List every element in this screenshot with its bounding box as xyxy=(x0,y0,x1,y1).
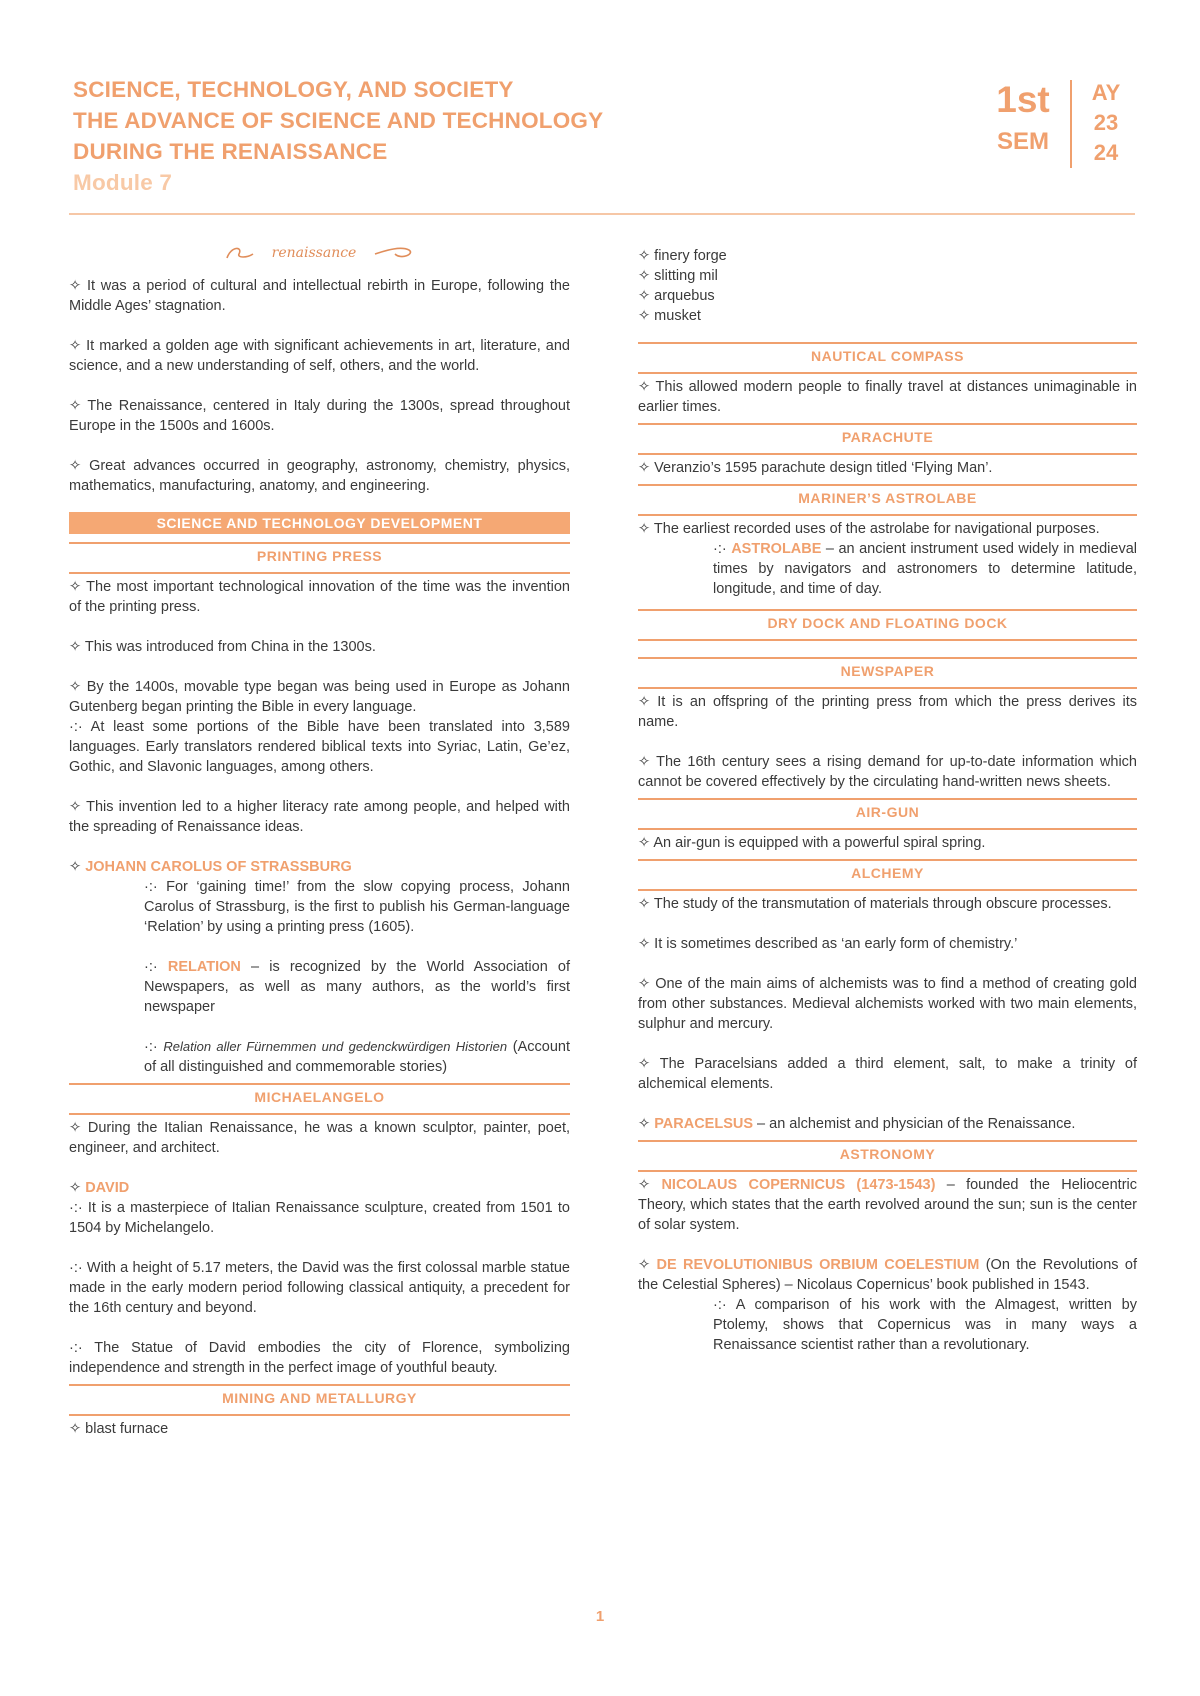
paracelsus-text: – an alchemist and physician of the Renaissance. xyxy=(753,1116,1076,1132)
bullet-marker: ✧ xyxy=(638,1177,662,1193)
book-point xyxy=(638,1255,1137,1295)
david-name: DAVID xyxy=(85,1180,130,1196)
johann-subpoint: ·:· For ‘gaining time!’ from the slow copying process, Johann Carolus of Strassburg, is the first to publish his German-language ‘Relation’ by using a printing press (1605). xyxy=(144,879,570,935)
ay-year-start: 23 xyxy=(1093,110,1119,135)
ay-label: AY xyxy=(1091,80,1121,105)
relation-name: RELATION xyxy=(167,959,241,975)
section-title-printing-press: PRINTING PRESS xyxy=(69,542,570,574)
page-number: 1 xyxy=(595,1608,605,1625)
relation-title-translation: (Account of all distinguished and commemorable stories) xyxy=(144,1039,571,1075)
section-title-airgun: AIR-GUN xyxy=(638,798,1137,830)
airgun-point-1: ✧ An air-gun is equipped with a powerful spiral spring. xyxy=(638,835,986,851)
renaissance-script-title xyxy=(69,242,570,272)
module-title-line-1: THE ADVANCE OF SCIENCE AND TECHNOLOGY xyxy=(73,108,604,133)
mining-item-2: ✧ finery forge xyxy=(638,248,727,264)
intro-point-3: ✧ The Renaissance, centered in Italy during the 1300s, spread throughout Europe in the 1500s and 1600s. xyxy=(69,398,570,434)
parachute-point-1: ✧ Veranzio’s 1595 parachute design titled ‘Flying Man’. xyxy=(638,460,993,476)
relation-text: – is recognized by the World Association of Newspapers, as well as many authors, as the world’s first newspaper xyxy=(144,959,571,1015)
module-title-line-2: DURING THE RENAISSANCE xyxy=(73,139,388,164)
course-title: SCIENCE, TECHNOLOGY, AND SOCIETY xyxy=(73,77,514,102)
david-heading xyxy=(69,1178,570,1198)
section-title-parachute: PARACHUTE xyxy=(638,423,1137,455)
compass-point-1: ✧ This allowed modern people to finally travel at distances unimaginable in earlier times. xyxy=(638,379,1137,415)
left-column xyxy=(69,242,570,1439)
page-header xyxy=(73,74,1133,214)
book-text: (On the Revolutions of the Celestial Spheres) – Nicolaus Copernicus’ book published in 1543. xyxy=(638,1257,1137,1293)
david-subpoint-1: ·:· It is a masterpiece of Italian Renaissance sculpture, created from 1501 to 1504 by Michelangelo. xyxy=(69,1200,570,1236)
section-band-title: SCIENCE AND TECHNOLOGY DEVELOPMENT xyxy=(69,512,570,534)
bullet-marker: ✧ xyxy=(638,1116,655,1132)
intro-point-2: ✧ It marked a golden age with significant achievements in art, literature, and science, and a new understanding of self, others, and the world. xyxy=(69,338,570,374)
bullet-marker: ✧ xyxy=(69,1180,86,1196)
sub-marker: ·:· xyxy=(144,959,168,975)
printing-subpoint-bible: ·:· At least some portions of the Bible have been translated into 3,589 languages. Early translators rendered biblical texts into Syriac, Latin, Ge’ez, Gothic, and Slavonic languages, among others. xyxy=(69,719,570,775)
printing-point-4: ✧ This invention led to a higher literacy rate among people, and helped with the spreading of Renaissance ideas. xyxy=(69,799,570,835)
semester-label: SEM xyxy=(996,128,1049,155)
mining-item-4: ✧ arquebus xyxy=(638,288,715,304)
alchemy-point-1: ✧ The study of the transmutation of materials through obscure processes. xyxy=(638,896,1112,912)
sub-marker: ·:· xyxy=(713,541,732,557)
semester-number: 1st xyxy=(996,79,1050,120)
newspaper-point-2: ✧ The 16th century sees a rising demand for up-to-date information which cannot be covered effectively by the circulating hand-written news sheets. xyxy=(638,754,1137,790)
astrolabe-point-1: ✧ The earliest recorded uses of the astrolabe for navigational purposes. xyxy=(638,521,1100,537)
swirl-ornament-icon xyxy=(225,242,415,264)
ay-year-end: 24 xyxy=(1093,140,1119,165)
book-title: DE REVOLUTIONIBUS ORBIUM COELESTIUM xyxy=(656,1257,980,1273)
alchemy-point-3: ✧ One of the main aims of alchemists was to find a method of creating gold from other substances. Medieval alchemists worked with two main elements, sulphur and mercury. xyxy=(638,976,1137,1032)
svg-text:renaissance: renaissance xyxy=(271,245,356,261)
printing-point-1: ✧ The most important technological innovation of the time was the invention of the printing press. xyxy=(69,579,570,615)
header-divider xyxy=(1070,80,1072,168)
intro-point-4: ✧ Great advances occurred in geography, astronomy, chemistry, physics, mathematics, manufacturing, anatomy, and engineering. xyxy=(69,458,570,494)
book-subpoint: ·:· A comparison of his work with the Almagest, written by Ptolemy, shows that Copernicus was in many ways a Renaissance scientist rather than a revolutionary. xyxy=(713,1297,1137,1353)
section-title-michaelangelo: MICHAELANGELO xyxy=(69,1083,570,1115)
section-title-astronomy: ASTRONOMY xyxy=(638,1140,1137,1172)
newspaper-point-1: ✧ It is an offspring of the printing press from which the press derives its name. xyxy=(638,694,1137,730)
copernicus-point xyxy=(638,1175,1137,1235)
academic-year xyxy=(1081,78,1131,168)
intro-point-1: ✧ It was a period of cultural and intellectual rebirth in Europe, following the Middle Ages’ stagnation. xyxy=(69,278,570,314)
printing-point-2: ✧ This was introduced from China in the 1300s. xyxy=(69,639,376,655)
mining-item-1: ✧ blast furnace xyxy=(69,1421,169,1437)
right-column xyxy=(638,246,1137,1355)
copernicus-text: – founded the Heliocentric Theory, which states that the earth revolved around the sun; sun is the center of solar system. xyxy=(638,1177,1137,1233)
johann-heading xyxy=(69,857,570,877)
mining-item-3: ✧ slitting mil xyxy=(638,268,718,284)
paracelsus-name: PARACELSUS xyxy=(654,1116,754,1132)
astrolabe-subpoint xyxy=(638,539,1137,599)
sub-marker: ·:· xyxy=(144,1039,164,1055)
section-title-alchemy: ALCHEMY xyxy=(638,859,1137,891)
section-title-newspaper: NEWSPAPER xyxy=(638,657,1137,689)
section-title-dock: DRY DOCK AND FLOATING DOCK xyxy=(638,609,1137,641)
copernicus-name: NICOLAUS COPERNICUS (1473-1543) xyxy=(661,1177,936,1193)
section-title-compass: NAUTICAL COMPASS xyxy=(638,342,1137,374)
alchemy-point-4: ✧ The Paracelsians added a third element, salt, to make a trinity of alchemical elements. xyxy=(638,1056,1137,1092)
michael-point-1: ✧ During the Italian Renaissance, he was a known sculptor, painter, poet, engineer, and architect. xyxy=(69,1120,570,1156)
relation-full-title xyxy=(69,1037,570,1077)
relation-subpoint xyxy=(69,957,570,1017)
david-subpoint-3: ·:· The Statue of David embodies the city of Florence, symbolizing independence and strength in the perfect image of youthful beauty. xyxy=(69,1340,570,1376)
printing-point-3: ✧ By the 1400s, movable type began was being used in Europe as Johann Gutenberg began printing the Bible in every language. xyxy=(69,679,570,715)
astrolabe-text: – an ancient instrument used widely in medieval times by navigators and astronomers to determine latitude, longitude, and time of day. xyxy=(713,541,1138,597)
bullet-marker: ✧ xyxy=(69,859,86,875)
header-rule xyxy=(69,213,1135,215)
section-title-mining: MINING AND METALLURGY xyxy=(69,1384,570,1416)
johann-name: JOHANN CAROLUS OF STRASSBURG xyxy=(85,859,352,875)
paracelsus-point xyxy=(638,1114,1137,1134)
astrolabe-name: ASTROLABE xyxy=(731,541,822,557)
alchemy-point-2: ✧ It is sometimes described as ‘an early form of chemistry.’ xyxy=(638,936,1018,952)
mining-item-5: ✧ musket xyxy=(638,308,701,324)
david-subpoint-2: ·:· With a height of 5.17 meters, the David was the first colossal marble statue made in the early modern period following classical antiquity, a precedent for the 16th century and beyond. xyxy=(69,1260,570,1316)
module-number: Module 7 xyxy=(73,170,173,195)
bullet-marker: ✧ xyxy=(638,1257,657,1273)
section-title-astrolabe: MARINER’S ASTROLABE xyxy=(638,484,1137,516)
relation-title-italic: Relation aller Fürnemmen und gedenckwürdigen Historien xyxy=(163,1039,508,1054)
